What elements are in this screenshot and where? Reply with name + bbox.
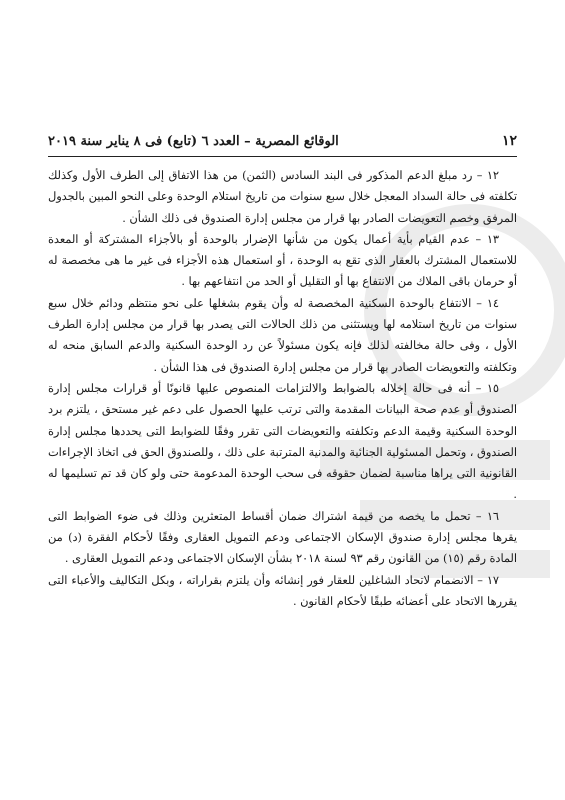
clause-16: ١٦ – تحمل ما يخصه من قيمة اشتراك ضمان أقساط المتعثرين وذلك فى ضوء الضوابط التى يقرها مجلس إدارة صندوق الإسكان الاجتماعى ودعم التمويل العقارى وفقًا لأحكام الفقرة (د) من المادة رقم (١٥) من القانون رقم ٩٣ لسنة ٢٠١٨ بشأن الإسكان الاجتماعى ودعم التمويل العقارى . <box>48 509 517 566</box>
clause-14: ١٤ – الانتفاع بالوحدة السكنية المخصصة له وأن يقوم بشغلها على نحو منتظم ودائم خلال سبع سنوات من تاريخ استلامه لها ويستثنى من ذلك الحالات التى يصدر بها قرار من مجلس إدارة الطرف الأول ، وفى حالة مخالفته لذلك فإنه يكون مسئولاً عن رد الوحدة السكنية والدعم السابق منحه له وتكلفته والتعويضات الصادر بها قرار من مجلس إدارة الصندوق فى هذا الشأن . <box>48 296 517 374</box>
body-text <box>48 165 517 612</box>
gazette-title: الوقائع المصرية – العدد ٦ (تابع) فى ٨ يناير سنة ٢٠١٩ <box>48 133 339 149</box>
clause-13: ١٣ – عدم القيام بأية أعمال يكون من شأنها الإضرار بالوحدة أو بالأجزاء المشتركة أو المعدة للاستعمال المشترك بالعقار الذى تقع به الوحدة ، أو استعمال هذه الأجزاء فى غير ما هى مخصصة له أو حرمان باقى الملاك من الانتفاع بها أو التقليل أو الحد من انتفاعهم بها . <box>48 232 517 289</box>
clause-15: ١٥ – أنه فى حالة إخلاله بالضوابط والالتزامات المنصوص عليها قانونًا أو قرارات مجلس إدارة الصندوق أو عدم صحة البيانات المقدمة والتى ترتب عليها الحصول على دعم غير مستحق ، يلتزم برد الوحدة السكنية وقيمة الدعم وتكلفته والتعويضات التى تقرر وفقًا للضوابط التى يحددها مجلس إدارة الصندوق ، وتحمل المسئولية الجنائية والمدنية المترتبة على ذلك ، وللصندوق الحق فى اتخاذ الإجراءات القانونية التى يراها مناسبة لضمان حقوقه فى سحب الوحدة المدعومة حتى ولو كان قد تم تسليمها له . <box>48 381 517 502</box>
header-divider <box>48 156 517 157</box>
clause-12: ١٢ – رد مبلغ الدعم المذكور فى البند السادس (الثمن) من هذا الاتفاق إلى الطرف الأول وكذلك تكلفته فى حالة السداد المعجل خلال سبع سنوات من تاريخ استلام الوحدة وعلى النحو المبين بالجدول المرفق وخصم التعويضات الصادر بها قرار من مجلس إدارة الصندوق فى ذلك الشأن . <box>48 169 517 225</box>
clause-17: ١٧ – الانضمام لاتحاد الشاغلين للعقار فور إنشائه وأن يلتزم بقراراته ، وبكل التكاليف والأعباء التى يقررها الاتحاد على أعضائه طبقًا لأحكام القانون . <box>48 573 517 608</box>
page-number: ١٢ <box>501 133 517 149</box>
page-header <box>48 128 517 154</box>
